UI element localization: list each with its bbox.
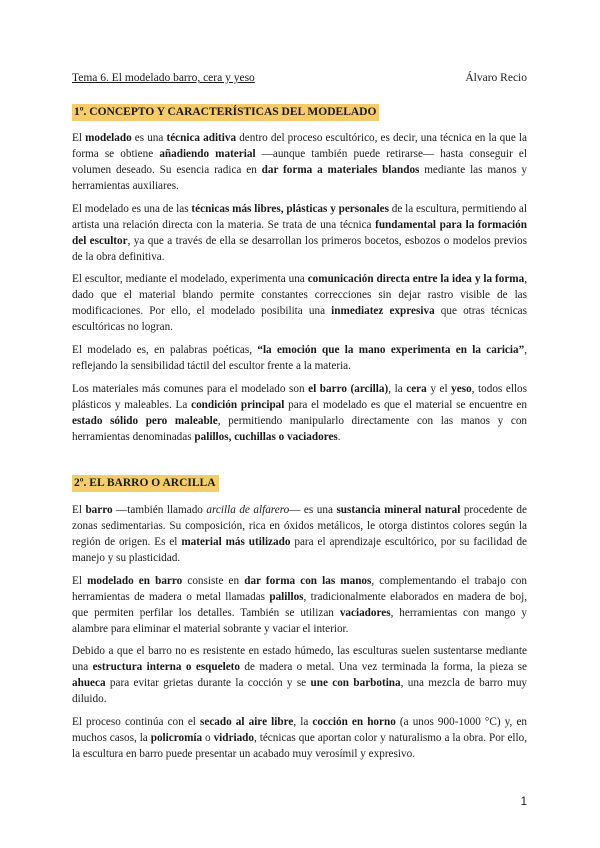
bold-text: modelado — [85, 132, 132, 144]
text-run: , la — [293, 716, 313, 728]
bold-text: cera — [406, 383, 427, 395]
text-run: para el aprendizaje escultórico, por su facilidad de manejo y su plasticidad. — [72, 536, 528, 564]
bold-text: yeso — [451, 383, 472, 395]
page-number: 1 — [520, 796, 527, 808]
bold-text: modelado en barro — [87, 575, 183, 587]
section-2-paragraph-2 — [72, 573, 527, 637]
text-run: consiste en — [182, 575, 245, 587]
text-run: , técnicas que aportan color y naturalismo a la obra. Por ello, la escultura en barro puede presentar un acabado muy verosímil y expresivo. — [72, 732, 528, 760]
bold-text: une con barbotina — [310, 677, 401, 689]
section-1-paragraph-1 — [72, 130, 527, 194]
bold-text: estado sólido pero maleable — [72, 415, 218, 427]
text-run: , dado que el material blando permite constantes correcciones sin dejar rastro visible de las modificaciones. Por ello, el modelado posibilita una — [72, 273, 528, 317]
text-run: , complementando el trabajo con herramientas de madera o metal llamadas — [72, 575, 527, 603]
text-run: —también llamado — [112, 504, 207, 516]
text-run: de madera o metal. Una vez terminada la forma, la pieza se — [240, 661, 528, 673]
bold-text: policromía — [150, 732, 203, 744]
text-run: dentro del proceso escultórico, es decir, una técnica en la que la forma se obtiene — [72, 132, 527, 160]
text-run: El — [72, 504, 86, 516]
text-run: El modelado es, en palabras poéticas, — [72, 344, 258, 356]
text-run: y el — [426, 383, 452, 395]
text-run: Debido a que el barro no es resistente en estado húmedo, las esculturas suelen sustentarse mediante una — [72, 645, 527, 673]
bold-text: añadiendo material — [159, 148, 256, 160]
section-2-paragraph-1 — [72, 502, 527, 566]
section-1-paragraph-2 — [72, 201, 527, 265]
bold-text: inmediatez expresiva — [331, 305, 435, 317]
section-2-heading: 2º. EL BARRO O ARCILLA — [72, 475, 219, 492]
text-run: procedente de zonas sedimentarias. Su composición, rica en óxidos metálicos, le otorga distintos colores según la región de origen. Es el — [72, 504, 527, 548]
text-run: o — [202, 732, 214, 744]
bold-text: barro — [85, 504, 113, 516]
text-run: para evitar grietas durante la cocción y se — [105, 677, 311, 689]
bold-text: dar forma a materiales blandos — [261, 164, 420, 176]
text-run: mediante las manos y herramientas auxiliares. — [72, 164, 527, 192]
bold-text: vidriado — [213, 732, 254, 744]
bold-text: vaciadores — [339, 607, 391, 619]
text-run: El modelado es una de las — [72, 203, 192, 215]
bold-text: técnica aditiva — [166, 132, 237, 144]
text-run: , la — [388, 383, 407, 395]
section-2-paragraph-3 — [72, 643, 527, 707]
text-run: , permitiendo manipularlo directamente con las manos y con herramientas denominadas — [72, 415, 528, 443]
text-run: , tradicionalmente elaborados en madera de boj, que permiten perfilar los detalles. También se utilizan — [72, 591, 527, 619]
bold-text: material más utilizado — [181, 536, 291, 548]
section-1-heading: 1º. CONCEPTO Y CARACTERÍSTICAS DEL MODELADO — [72, 104, 379, 121]
bold-text: cocción en horno — [312, 716, 396, 728]
text-run: , ya que a través de ella se desarrollan los primeros bocetos, esbozos o modelos previos de la obra definitiva. — [72, 235, 527, 263]
bold-text: palillos — [269, 591, 304, 603]
text-run: — es una — [289, 504, 337, 516]
bold-text: técnicas más libres, plásticas y personales — [191, 203, 389, 215]
section-1-paragraph-5 — [72, 381, 527, 445]
text-run: que otras técnicas escultóricas no logran. — [72, 305, 527, 333]
bold-text: el barro (arcilla) — [308, 383, 389, 395]
section-2-paragraph-4 — [72, 714, 527, 762]
bold-text: palillos, cuchillas o vaciadores — [194, 431, 338, 443]
bold-text: secado al aire libre — [200, 716, 294, 728]
text-run: , reflejando la sensibilidad táctil del escultor frente a la materia. — [72, 344, 527, 372]
bold-text: fundamental para la formación del escultor — [72, 219, 527, 247]
text-run: El proceso continúa con el — [72, 716, 200, 728]
text-run: (a unos 900-1000 °C) y, en muchos casos, la — [72, 716, 528, 744]
bold-text: dar forma con las manos — [244, 575, 372, 587]
section-1-paragraph-3 — [72, 271, 527, 335]
bold-text: comunicación directa entre la idea y la forma — [307, 273, 525, 285]
italic-text: arcilla de alfarero — [206, 504, 290, 516]
text-run: El — [72, 132, 86, 144]
text-run: , una mezcla de barro muy diluido. — [72, 677, 528, 705]
bold-text: sustancia mineral natural — [336, 504, 461, 516]
text-run: . — [337, 431, 341, 443]
header-author: Álvaro Recio — [465, 72, 527, 84]
text-run: El escultor, mediante el modelado, experimenta una — [72, 273, 308, 285]
text-run: para el modelado es que el material se encuentre en — [284, 399, 527, 411]
text-run: , herramientas con mango y alambre para eliminar el material sobrante y vaciar el interior. — [72, 607, 527, 635]
bold-text: ahueca — [72, 677, 106, 689]
text-run: Los materiales más comunes para el modelado son — [72, 383, 309, 395]
text-run: es una — [131, 132, 167, 144]
bold-text: condición principal — [191, 399, 285, 411]
bold-text: “la emoción que la mano experimenta en la caricia” — [257, 344, 525, 356]
bold-text: estructura interna o esqueleto — [92, 661, 240, 673]
text-run: —aunque también puede retirarse— hasta conseguir el volumen deseado. Su esencia radica en — [72, 148, 527, 176]
text-run: El — [72, 575, 88, 587]
header-title: Tema 6. El modelado barro, cera y yeso — [72, 72, 255, 84]
page-header — [72, 72, 527, 84]
text-run: de la escultura, permitiendo al artista una relación directa con la materia. Se trata de una técnica — [72, 203, 527, 231]
section-1-paragraph-4 — [72, 342, 527, 374]
text-run: , todos ellos plásticos y maleables. La — [72, 383, 527, 411]
